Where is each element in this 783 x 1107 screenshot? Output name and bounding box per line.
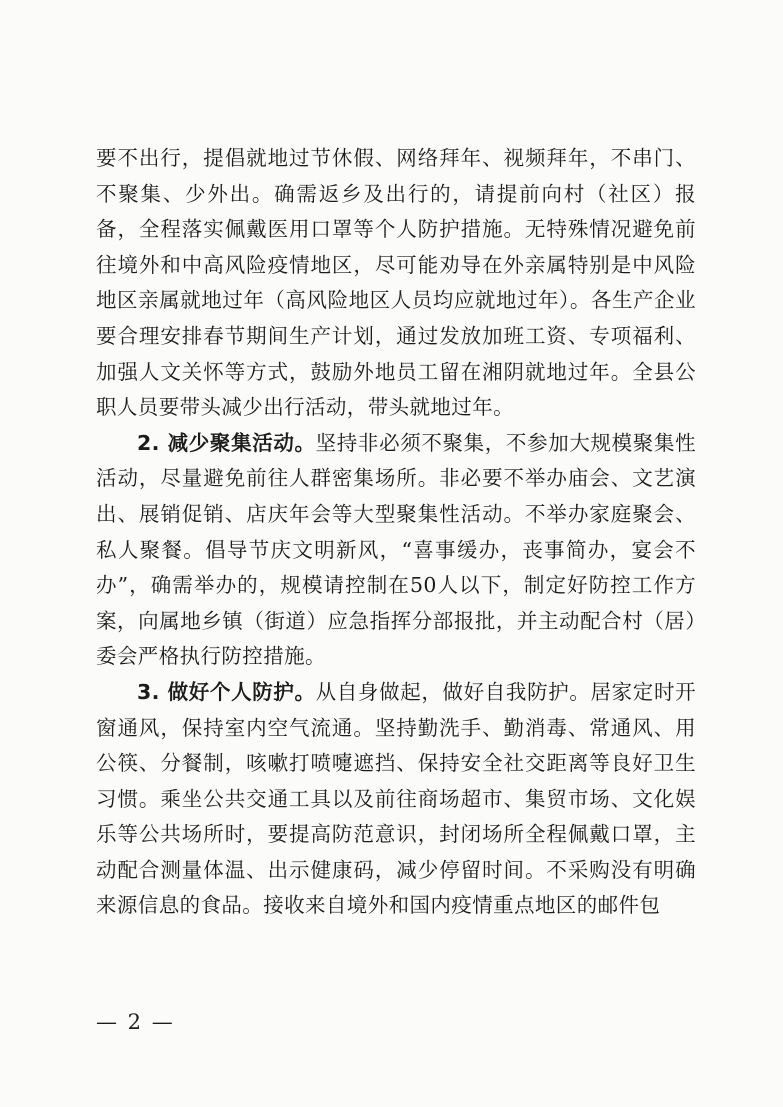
document-body (96, 141, 696, 924)
paragraph-travel (96, 141, 696, 426)
paragraph-personal-protection (96, 675, 696, 924)
section-heading-personal-protection: 3. 做好个人防护。 (137, 679, 316, 704)
paragraph-reduce-gatherings-text: 坚持非必须不聚集，不参加大规模聚集性活动，尽量避免前往人群密集场所。非必要不举办庙会、文艺演出、展销促销、店庆年会等大型聚集性活动。不举办家庭聚会、私人聚餐。倡导节庆文明新风，“喜事缓办，丧事简办，宴会不办”，确需举办的，规模请控制在50人以下，制定好防控工作方案，向属地乡镇（街道）应急指挥分部报批，并主动配合村（居）委会严格执行防控措施。 (96, 430, 696, 669)
paragraph-personal-protection-text: 从自身做起，做好自我防护。居家定时开窗通风，保持室内空气流通。坚持勤洗手、勤消毒、常通风、用公筷、分餐制，咳嗽打喷嚏遮挡、保持安全社交距离等良好卫生习惯。乘坐公共交通工具以及前往商场超市、集贸市场、文化娱乐等公共场所时，要提高防范意识，封闭场所全程佩戴口罩，主动配合测量体温、出示健康码，减少停留时间。不采购没有明确来源信息的食品。接收来自境外和国内疫情重点地区的邮件包 (96, 679, 696, 918)
paragraph-reduce-gatherings (96, 426, 696, 675)
page-number: — 2 — (96, 1010, 175, 1034)
section-heading-reduce-gatherings: 2. 减少聚集活动。 (137, 430, 316, 455)
paragraph-travel-text: 要不出行，提倡就地过节休假、网络拜年、视频拜年，不串门、不聚集、少外出。确需返乡及出行的，请提前向村（社区）报备，全程落实佩戴医用口罩等个人防护措施。无特殊情况避免前往境外和中高风险疫情地区，尽可能劝导在外亲属特别是中风险地区亲属就地过年（高风险地区人员均应就地过年）。各生产企业要合理安排春节期间生产计划，通过发放加班工资、专项福利、加强人文关怀等方式，鼓励外地员工留在湘阴就地过年。全县公职人员要带头减少出行活动，带头就地过年。 (96, 146, 696, 420)
